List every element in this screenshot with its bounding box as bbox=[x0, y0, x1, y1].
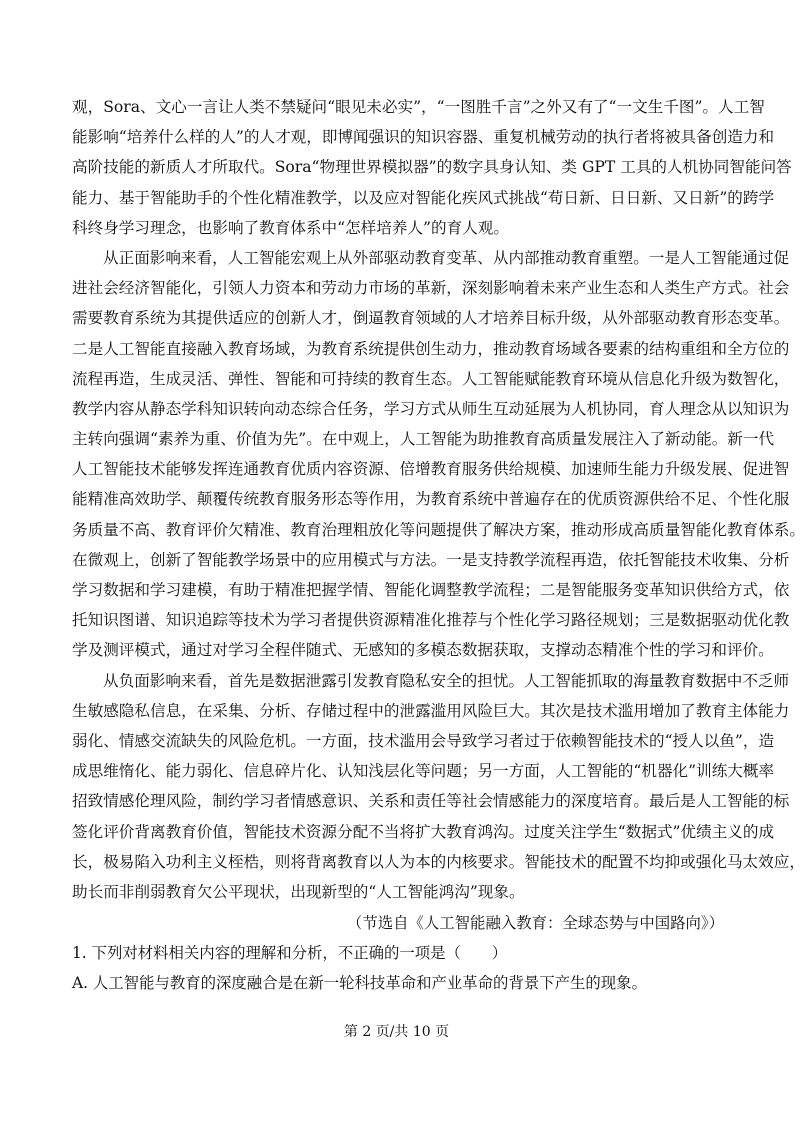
page-number: 第 2 页/共 10 页 bbox=[343, 1024, 450, 1040]
text-line: 从正面影响来看，人工智能宏观上从外部驱动教育变革、从内部推动教育重塑。一是人工智能通过促 bbox=[103, 248, 790, 267]
text-line: 助长而非削弱教育欠公平现状，出现新型的“人工智能鸿沟”现象。 bbox=[72, 882, 525, 901]
text-line: 托知识图谱、知识追踪等技术为学习者提供资源精准化推荐与个性化学习路径规划；三是数据驱动优化教 bbox=[72, 611, 790, 630]
option-a: A. 人工智能与教育的深度融合是在新一轮科技革命和产业革命的背景下产生的现象。 bbox=[72, 974, 647, 993]
paragraph-1 bbox=[72, 92, 792, 243]
text-line: 科终身学习理念，也影响了教育体系中“怎样培养人”的育人观。 bbox=[72, 218, 509, 237]
text-line: 务质量不高、教育评价欠精准、教育治理粗放化等问题提供了解决方案，推动形成高质量智能化教育体系。 bbox=[72, 520, 805, 539]
text-line: 能精准高效助学、颠覆传统教育服务形态等作用，为教育系统中普遍存在的优质资源供给不足、个性化服 bbox=[72, 490, 790, 509]
text-line: 二是人工智能直接融入教育场域，为教育系统提供创生动力，推动教育场域各要素的结构重组和全方位的 bbox=[72, 339, 790, 358]
text-line: 成思维惰化、能力弱化、信息碎片化、认知浅层化等问题；另一方面，人工智能的“机器化”训练大概率 bbox=[72, 762, 775, 781]
text-line: 需要教育系统为其提供适应的创新人才，倒逼教育领域的人才培养目标升级，从外部驱动教育形态变革。 bbox=[72, 309, 790, 328]
text-line: 观，Sora、文心一言让人类不禁疑问“眼见未必实”，“一图胜千言”之外又有了“一文生千图”。人工智 bbox=[72, 98, 765, 116]
text-line: 签化评价背离教育价值，智能技术资源分配不当将扩大教育鸿沟。过度关注学生“数据式”优绩主义的成 bbox=[72, 822, 775, 841]
source-citation: （节选自《人工智能融入教育：全球态势与中国路向》） bbox=[346, 914, 724, 933]
text-line: 高阶技能的新质人才所取代。Sora“物理世界模拟器”的数字具身认知、类 GPT 工具的人机协同智能问答 bbox=[72, 158, 792, 177]
text-line: 能影响“培养什么样的人”的人才观，即博闻强识的知识容器、重复机械劳动的执行者将被具备创造力和 bbox=[72, 128, 775, 147]
text-line: 学及测评模式，通过对学习全程伴随式、无感知的多模态数据获取，支撑动态精准个性的学习和评价。 bbox=[72, 641, 774, 660]
text-line: 主转向强调“素养为重、价值为先”。在中观上，人工智能为助推教育高质量发展注入了新动能。新一代 bbox=[72, 430, 775, 449]
text-line: 能力、基于智能助手的个性化精准教学，以及应对智能化疾风式挑战“苟日新、日日新、又日新”的跨学 bbox=[72, 188, 775, 207]
text-line: 在微观上，创新了智能教学场景中的应用模式与方法。一是支持教学流程再造，依托智能技术收集、分析 bbox=[72, 550, 790, 569]
text-line: 招致情感伦理风险，制约学习者情感意识、关系和责任等社会情感能力的深度培育。最后是人工智能的标 bbox=[72, 792, 790, 811]
text-line: 人工智能技术能够发挥连通教育优质内容资源、倍增教育服务供给规模、加速师生能力升级发展、促进智 bbox=[72, 460, 790, 479]
text-line: 弱化、情感交流缺失的风险危机。一方面，技术滥用会导致学习者过于依赖智能技术的“授人以鱼”，造 bbox=[72, 731, 775, 750]
paragraph-2 bbox=[72, 243, 805, 666]
text-line: 长，极易陷入功利主义桎梏，则将背离教育以人为本的内核要求。智能技术的配置不均抑或强化马太效应， bbox=[72, 852, 805, 871]
text-line: 进社会经济智能化，引领人力资本和劳动力市场的革新，深刻影响着未来产业生态和人类生产方式。社会 bbox=[72, 279, 790, 298]
paragraph-3 bbox=[72, 666, 805, 908]
document-page bbox=[72, 92, 805, 998]
text-line: 从负面影响来看，首先是数据泄露引发教育隐私安全的担忧。人工智能抓取的海量教育数据中不乏师 bbox=[103, 671, 790, 690]
text-line: 教学内容从静态学科知识转向动态综合任务，学习方式从师生互动延展为人机协同，育人理念从以知识为 bbox=[72, 399, 790, 418]
question-stem: 1. 下列对材料相关内容的理解和分析，不正确的一项是（ ） bbox=[72, 944, 508, 963]
text-line: 生敏感隐私信息，在采集、分析、存储过程中的泄露滥用风险巨大。其次是技术滥用增加了教育主体能力 bbox=[72, 701, 790, 720]
text-line: 流程再造，生成灵活、弹性、智能和可持续的教育生态。人工智能赋能教育环境从信息化升级为数智化， bbox=[72, 369, 790, 388]
text-line: 学习数据和学习建模，有助于精准把握学情、智能化调整教学流程；二是智能服务变革知识供给方式，依 bbox=[72, 581, 790, 599]
